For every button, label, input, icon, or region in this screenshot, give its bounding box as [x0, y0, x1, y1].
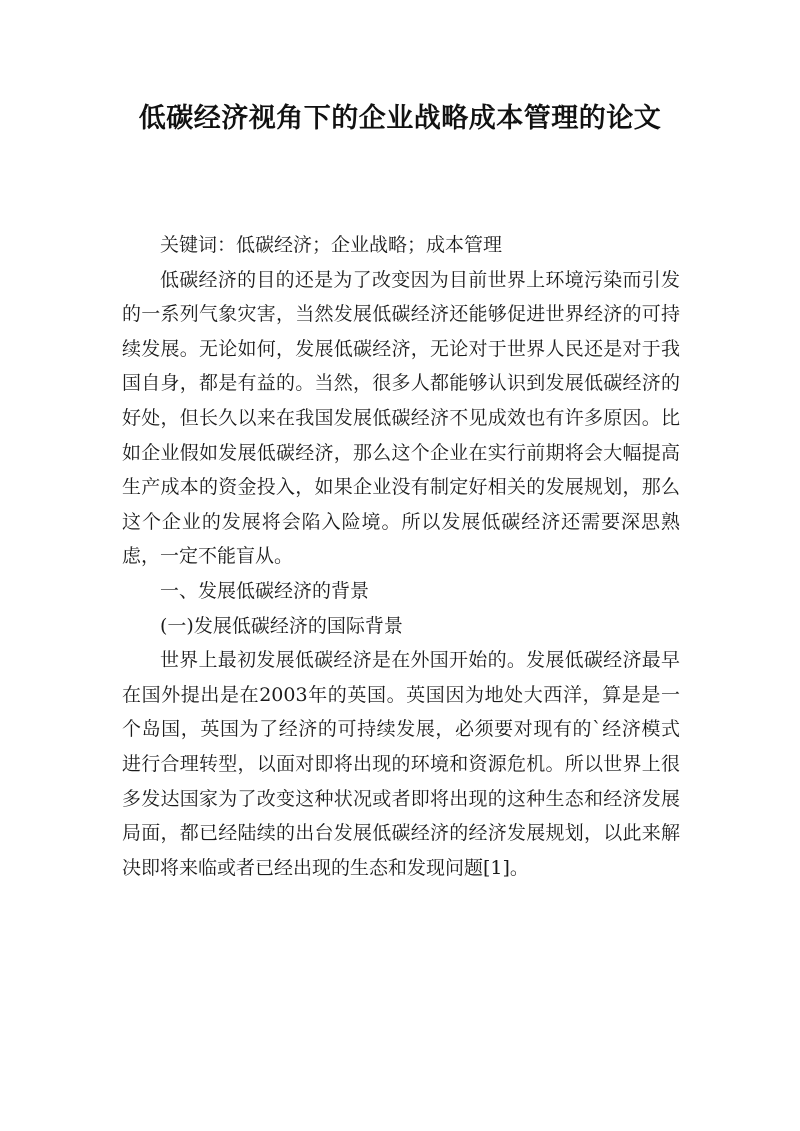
keywords-line: 关键词：低碳经济；企业战略；成本管理 — [160, 234, 503, 256]
section-heading: 一、发展低碳经济的背景 — [160, 579, 370, 602]
section-paragraph: 世界上最初发展低碳经济是在外国开始的。发展低碳经济最早在国外提出是在2003年的英国。英国因为地处大西洋，算是是一个岛国，英国为了经济的可持续发展，必须要对现有的`经济模式进行合理转型，以面对即将出现的环境和资源危机。所以世界上很多发达国家为了改变这种状况或者即将出现的这种生态和经济发展局面，都已经陆续的出台发展低碳经济的经济发展规划，以此来解决即将来临或者已经出现的生态和发现问题[1]。 — [122, 649, 680, 879]
subsection-heading: (一)发展低碳经济的国际背景 — [160, 614, 403, 637]
intro-paragraph: 低碳经济的目的还是为了改变因为目前世界上环境污染而引发的一系列气象灾害，当然发展低碳经济还能够促进世界经济的可持续发展。无论如何，发展低碳经济，无论对于世界人民还是对于我国自身，都是有益的。当然，很多人都能够认识到发展低碳经济的好处，但长久以来在我国发展低碳经济不见成效也有许多原因。比如企业假如发展低碳经济，那么这个企业在实行前期将会大幅提高生产成本的资金投入，如果企业没有制定好相关的发展规划，那么这个企业的发展将会陷入险境。所以发展低碳经济还需要深思熟虑，一定不能盲从。 — [122, 268, 680, 568]
document-title: 低碳经济视角下的企业战略成本管理的论文 — [138, 103, 662, 134]
document-body — [122, 228, 680, 885]
